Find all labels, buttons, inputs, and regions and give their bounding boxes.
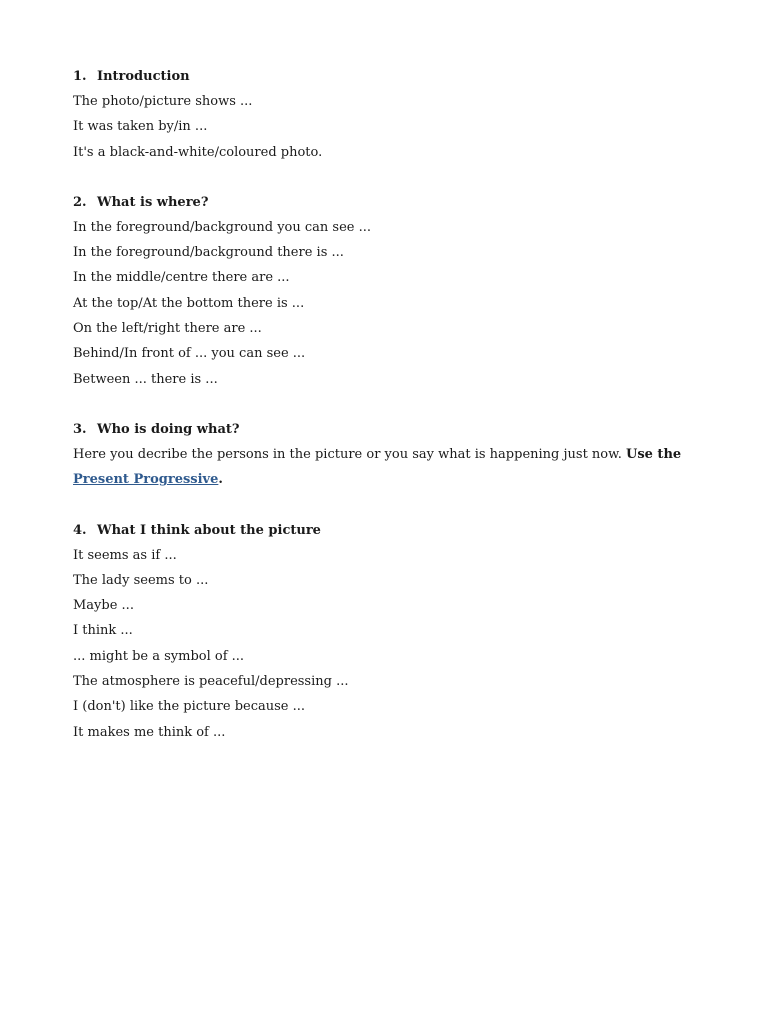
instruction-paragraph [73, 442, 701, 493]
phrase-line: ... might be a symbol of ... [73, 648, 245, 664]
section-number: 1. [73, 69, 87, 84]
phrase-line: It makes me think of ... [73, 724, 226, 740]
phrase-line: Between ... there is ... [73, 371, 218, 387]
phrase-line: Maybe ... [73, 598, 134, 614]
present-progressive-link[interactable]: Present Progressive [73, 472, 219, 488]
phrase-line: It's a black-and-white/coloured photo. [73, 144, 323, 160]
phrase-line: In the foreground/background there is ... [73, 245, 344, 261]
phrase-line: The photo/picture shows ... [73, 94, 253, 109]
section-who-is-doing-what [73, 417, 713, 493]
document-content [73, 64, 713, 770]
phrase-line: It seems as if ... [73, 547, 177, 563]
phrase-line: I (don't) like the picture because ... [73, 699, 306, 715]
phrase-line: In the middle/centre there are ... [73, 270, 290, 286]
section-number: 4. [73, 522, 87, 538]
phrase-line: At the top/At the bottom there is ... [73, 295, 305, 311]
section-heading [73, 190, 713, 215]
section-what-i-think [73, 518, 713, 745]
section-number: 2. [73, 194, 87, 210]
phrase-line: The lady seems to ... [73, 572, 209, 588]
phrase-line: On the left/right there are ... [73, 321, 262, 337]
section-title: What is where? [97, 194, 209, 210]
section-title: Introduction [97, 69, 190, 84]
phrase-line: In the foreground/background you can see ... [73, 219, 372, 235]
phrase-line: The atmosphere is peaceful/depressing ... [73, 674, 349, 690]
section-number: 3. [73, 421, 87, 437]
phrase-line: I think ... [73, 623, 133, 639]
paragraph-bold-text: Use the [625, 446, 682, 462]
phrase-line: Behind/In front of ... you can see ... [73, 346, 306, 362]
paragraph-period: . [218, 472, 223, 488]
section-title: Who is doing what? [97, 421, 240, 437]
section-introduction [73, 64, 713, 165]
phrase-line: It was taken by/in ... [73, 119, 208, 135]
section-title: What I think about the picture [97, 522, 321, 538]
section-heading [73, 417, 713, 442]
section-heading [73, 64, 713, 89]
paragraph-text: Here you decribe the persons in the picture or you say what is happening just now. [73, 446, 626, 462]
section-heading [73, 518, 713, 543]
section-what-is-where [73, 190, 713, 392]
